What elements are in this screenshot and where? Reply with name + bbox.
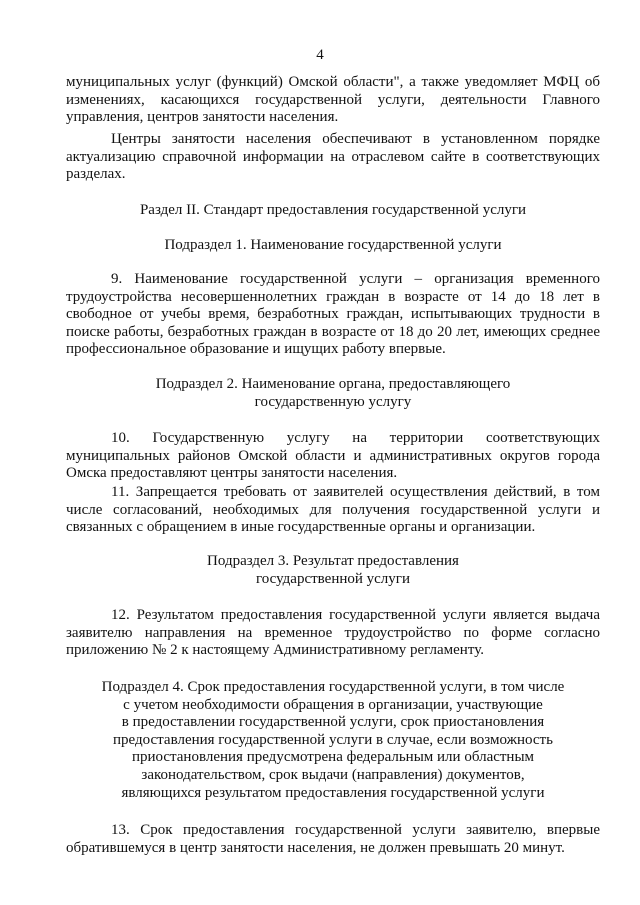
paragraph-10 [66, 430, 600, 483]
heading-text [66, 553, 600, 588]
paragraph-9 [66, 271, 600, 359]
heading-line: государственной услуги [256, 570, 410, 587]
paragraph-12 [66, 607, 600, 660]
heading-line: Подраздел 2. Наименование органа, предоставляющего [155, 376, 511, 392]
heading-section-2 [66, 202, 600, 220]
heading-line: государственную услугу [254, 393, 412, 410]
page-number: 4 [316, 47, 324, 63]
paragraph-continuation [66, 74, 600, 127]
heading-subsection-2 [66, 376, 600, 411]
heading-subsection-4 [66, 679, 600, 802]
paragraph-text: 12. Результатом предоставления государственной услуги является выдача заявителю направления на временное трудоустройство по форме согласно приложению № 2 к настоящему Административному регламенту. [66, 607, 600, 659]
heading-line: с учетом необходимости обращения в организации, участвующие [123, 696, 543, 713]
heading-text: Подраздел 1. Наименование государственной услуги [164, 237, 502, 253]
paragraph-11 [66, 484, 600, 537]
heading-line: являющихся результатом предоставления государственной услуги [121, 784, 545, 801]
heading-line: в предоставлении государственной услуги, срок приостановления [121, 714, 545, 731]
paragraph-text: 11. Запрещается требовать от заявителей осуществления действий, в том числе согласований, необходимых для получения государственной услуги и связанных с обращением в иные государственные органы и организации. [66, 484, 600, 536]
paragraph-text: муниципальных услуг (функций) Омской области", а также уведомляет МФЦ об изменениях, касающихся государственной услуги, деятельности Главного управления, центров занятости населения. [66, 74, 600, 126]
paragraph-text: 9. Наименование государственной услуги – организация временного трудоустройства несовершеннолетних граждан в возрасте от 14 до 18 лет в свободное от учебы время, безработных граждан, испытывающих трудности в поиске работы, безработных граждан в возрасте от 18 до 20 лет, имеющих среднее профессиональное образование и ищущих работу впервые. [66, 271, 600, 358]
heading-text: Раздел II. Стандарт предоставления государственной услуги [139, 202, 527, 218]
heading-line: предоставления государственной услуги в случае, если возможность [113, 731, 553, 748]
paragraph-text: 10. Государственную услугу на территории соответствующих муниципальных районов Омской области и административных округов города Омска предоставляют центры занятости населения. [66, 430, 600, 482]
heading-subsection-3 [66, 553, 600, 588]
heading-line: Подраздел 4. Срок предоставления государственной услуги, в том числе [101, 679, 565, 695]
heading-text [66, 679, 600, 802]
heading-line: приостановления предусмотрена федеральным или областным [131, 749, 535, 766]
heading-subsection-1 [66, 237, 600, 255]
paragraph-13 [66, 822, 600, 857]
heading-text [66, 376, 600, 411]
paragraph-employment-centers [66, 131, 600, 184]
heading-line: законодательством, срок выдачи (направления) документов, [141, 766, 525, 783]
paragraph-text: Центры занятости населения обеспечивают в установленном порядке актуализацию справочной информации на отраслевом сайте в соответствующих разделах. [66, 131, 600, 183]
heading-line: Подраздел 3. Результат предоставления [207, 553, 459, 569]
paragraph-text: 13. Срок предоставления государственной услуги заявителю, впервые обратившемуся в центр занятости населения, не должен превышать 20 минут. [66, 822, 600, 856]
